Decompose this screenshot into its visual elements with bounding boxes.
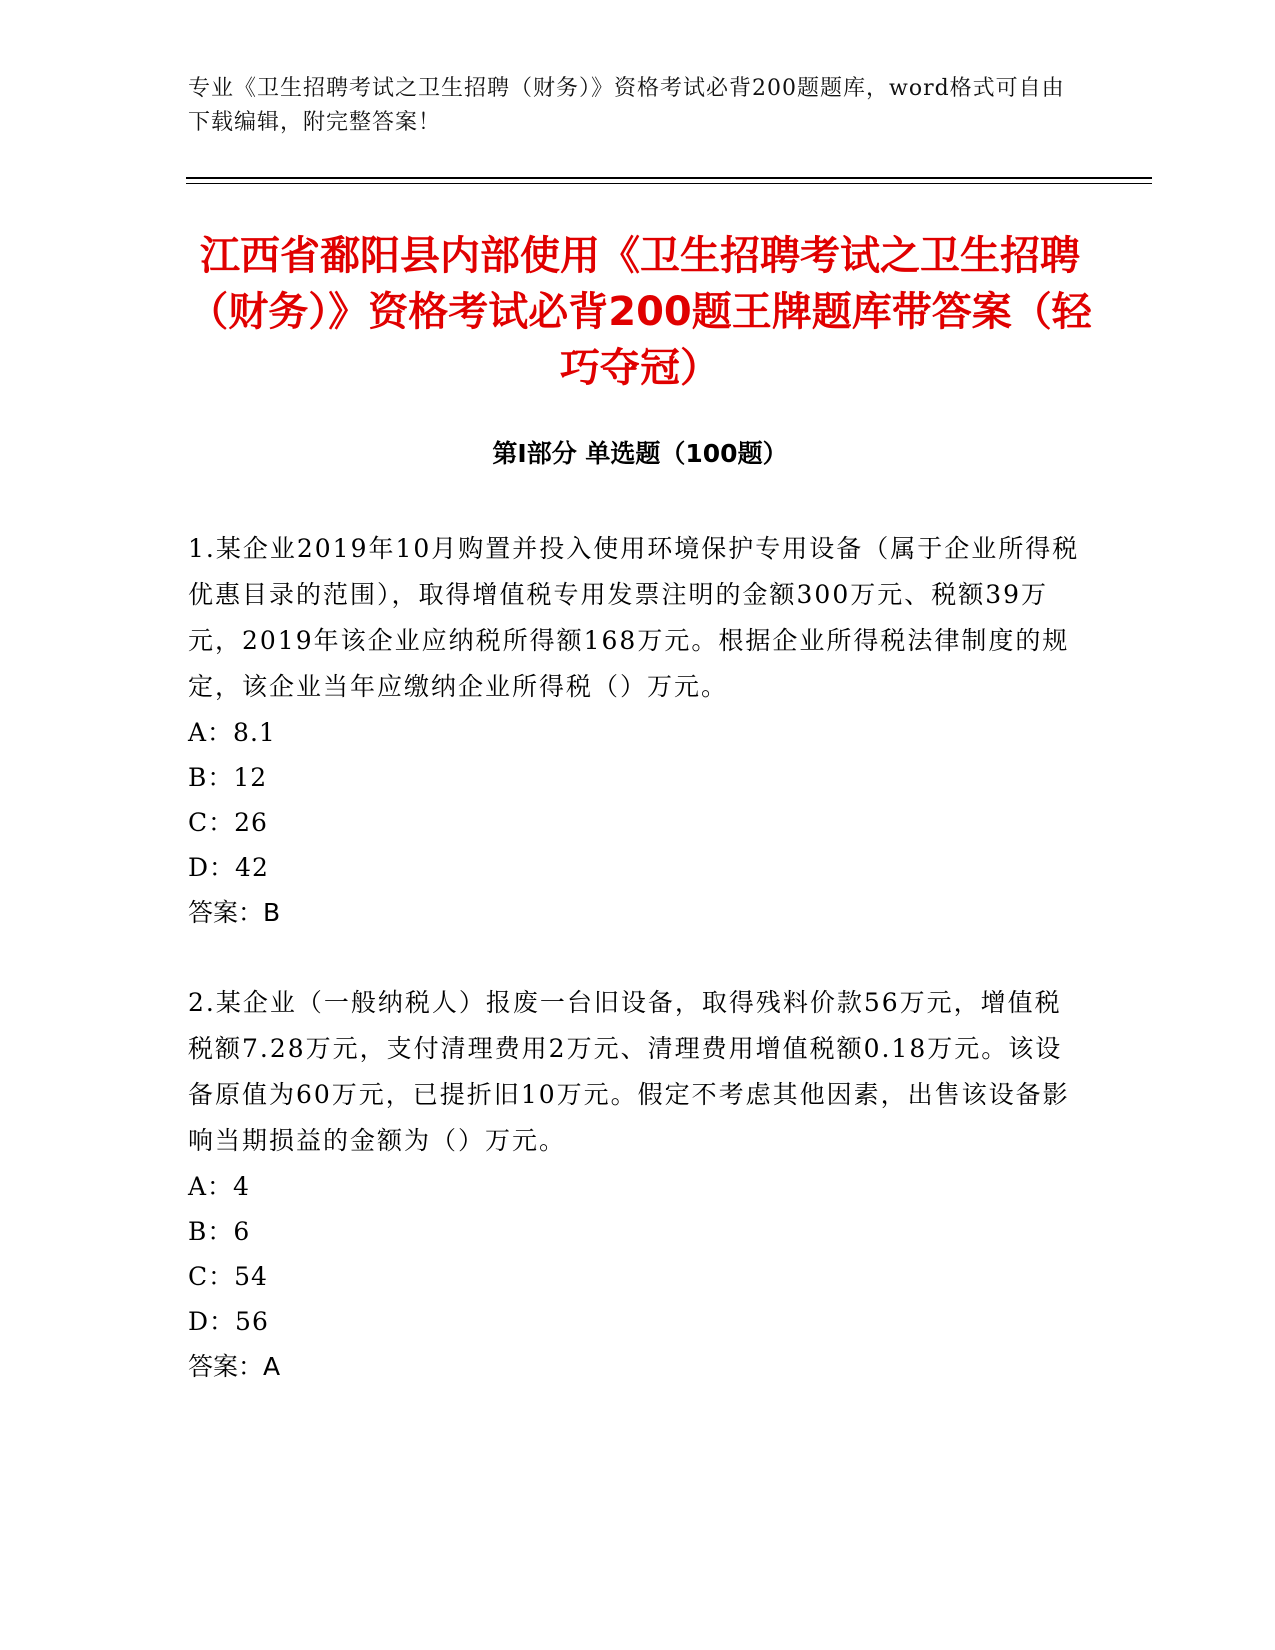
option-a: A：8.1 <box>188 718 276 747</box>
option-c: C：26 <box>188 808 268 837</box>
option-d: D：42 <box>188 853 269 882</box>
document-title: 江西省鄱阳县内部使用《卫生招聘考试之卫生招聘（财务）》资格考试必背200题王牌题库带答案（轻巧夺冠） <box>188 233 1092 391</box>
option-b: B：12 <box>188 763 268 792</box>
option-d: D：56 <box>188 1307 269 1336</box>
question-2 <box>188 980 1088 1390</box>
question-text: 2.某企业（一般纳税人）报废一台旧设备，取得残料价款56万元，增值税税额7.28万元，支付清理费用2万元、清理费用增值税额0.18万元。该设备原值为60万元，已提折旧10万元。假定不考虑其他因素，出售该设备影响当期损益的金额为（）万元。 <box>188 988 1070 1155</box>
question-text: 1.某企业2019年10月购置并投入使用环境保护专用设备（属于企业所得税优惠目录的范围），取得增值税专用发票注明的金额300万元、税额39万元，2019年该企业应纳税所得额168万元。根据企业所得税法律制度的规定，该企业当年应缴纳企业所得税（）万元。 <box>188 534 1080 701</box>
answer: 答案：B <box>188 898 281 927</box>
option-a: A：4 <box>188 1172 250 1201</box>
section-title: 第Ⅰ部分 单选题（100题） <box>492 439 788 468</box>
option-b: B：6 <box>188 1217 251 1246</box>
option-c: C：54 <box>188 1262 268 1291</box>
header-divider-thick <box>186 177 1152 179</box>
question-1 <box>188 526 1088 936</box>
header-divider-thin <box>186 183 1152 184</box>
header-note: 专业《卫生招聘考试之卫生招聘（财务）》资格考试必背200题题库，word格式可自由下载编辑，附完整答案！ <box>188 76 1065 135</box>
answer: 答案：A <box>188 1352 281 1381</box>
